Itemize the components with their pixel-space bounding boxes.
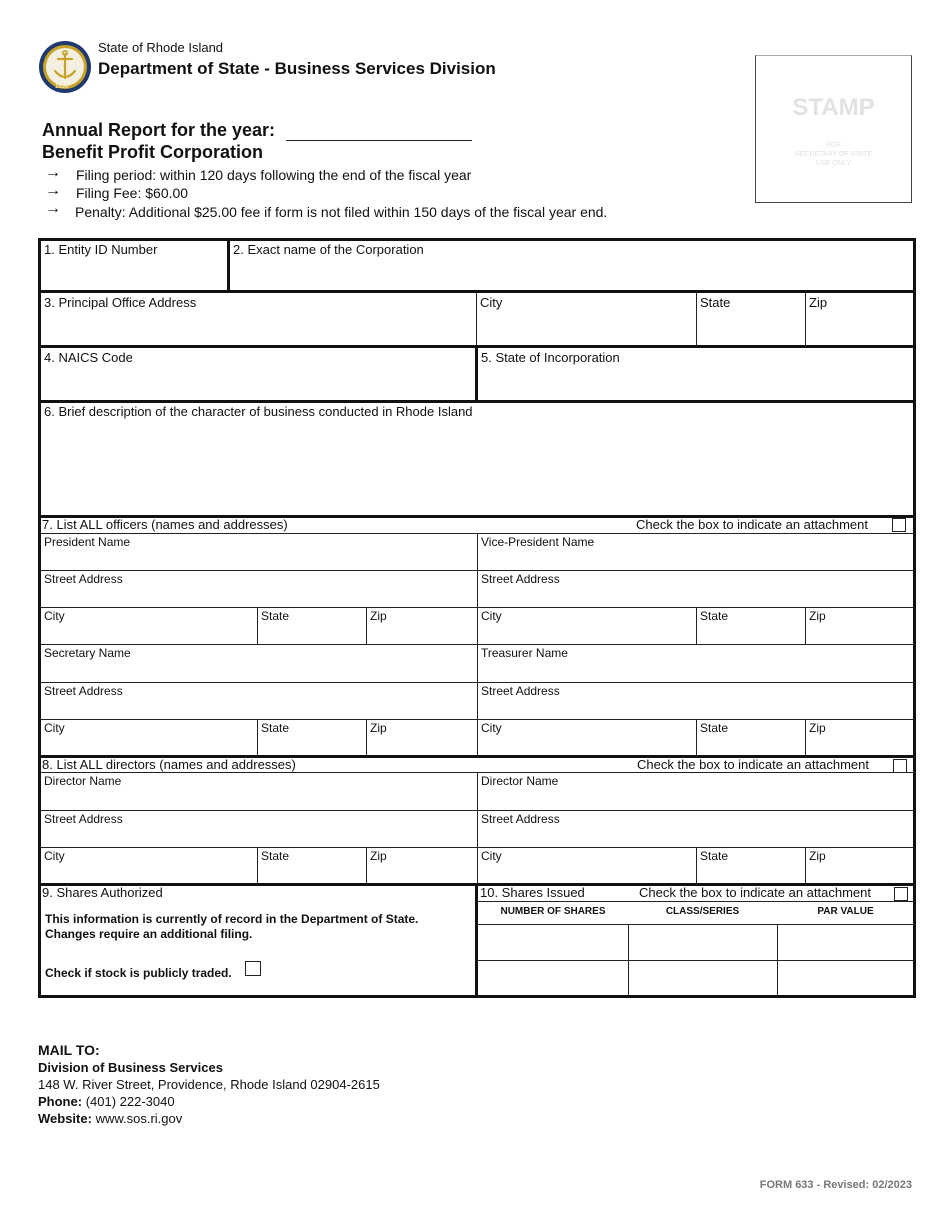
president-zip-field[interactable] [367,608,477,644]
vice-president-city-label: City [481,609,502,623]
naics-code-field[interactable] [41,349,475,400]
publicly-traded-checkbox[interactable] [245,961,261,976]
officers-attachment-checkbox[interactable] [892,518,906,532]
secretary-name-label: Secretary Name [44,646,131,660]
principal-state-field[interactable] [697,294,805,345]
state-of-incorporation-label: 5. State of Incorporation [481,350,620,365]
shares-attachment-checkbox[interactable] [894,887,908,901]
secretary-street-field[interactable] [41,683,477,719]
vice-president-street-field[interactable] [478,571,913,607]
director-2-state-field[interactable] [697,848,805,883]
directors-attachment-label: Check the box to indicate an attachment [637,757,869,772]
director-2-street-field[interactable] [478,811,913,847]
vice-president-name-label: Vice-President Name [481,535,595,549]
principal-address-field[interactable] [41,294,475,345]
vice-president-city-field[interactable] [478,608,696,644]
director-1-state-field[interactable] [258,848,366,883]
shares-row2-par-cell[interactable] [778,961,913,995]
president-name-label: President Name [44,535,131,549]
phone-value: (401) 222-3040 [85,1094,175,1109]
shares-attachment-label: Check the box to indicate an attachment [639,885,871,900]
director-2-name-field[interactable] [478,773,913,810]
vice-president-zip-field[interactable] [806,608,913,644]
arrow-right-icon: → [45,200,61,217]
state-name: State of Rhode Island [98,40,224,55]
secretary-state-label: State [261,721,290,735]
report-year-field[interactable] [286,122,472,141]
arrow-right-icon: → [45,182,61,199]
website-label: Website: [38,1111,92,1126]
col-par-value: PAR VALUE [817,906,874,917]
business-description-field[interactable] [41,403,913,515]
president-zip-label: Zip [370,609,387,623]
treasurer-street-field[interactable] [478,683,913,719]
stamp-sub3: USE ONLY [816,160,851,167]
department-name: Department of State - Business Services Division [98,59,496,78]
naics-code-label: 4. NAICS Code [44,350,133,365]
website-value[interactable]: www.sos.ri.gov [95,1111,183,1126]
stamp-sub2: SECRETARY OF STATE [794,151,873,158]
president-street-label: Street Address [44,572,123,586]
mail-address: 148 W. River Street, Providence, Rhode Island 02904-2615 [38,1077,380,1092]
publicly-traded-label: Check if stock is publicly traded. [45,966,232,980]
shares-row2-number-cell[interactable] [479,961,628,995]
officers-attachment-label: Check the box to indicate an attachment [636,517,868,532]
secretary-city-field[interactable] [41,720,257,755]
secretary-zip-field[interactable] [367,720,477,755]
director-1-city-label: City [44,849,65,863]
vice-president-name-field[interactable] [478,534,913,570]
col-number-of-shares: NUMBER OF SHARES [500,906,606,917]
treasurer-zip-label: Zip [809,721,826,735]
director-1-name-field[interactable] [41,773,477,810]
mail-phone-row [38,1094,175,1109]
director-2-city-field[interactable] [478,848,696,883]
shares-info-line2: Changes require an additional filing. [45,927,253,941]
filing-period: Filing period: within 120 days following the end of the fiscal year [76,167,472,183]
treasurer-state-label: State [700,721,729,735]
president-city-field[interactable] [41,608,257,644]
treasurer-name-label: Treasurer Name [481,646,568,660]
principal-zip-field[interactable] [806,294,913,345]
president-name-field[interactable] [41,534,477,570]
shares-row1-class-cell[interactable] [629,925,777,960]
corporation-name-field[interactable] [230,241,913,290]
stamp-sub1: FOR [826,142,841,149]
secretary-zip-label: Zip [370,721,387,735]
vice-president-zip-label: Zip [809,609,826,623]
president-state-label: State [261,609,290,623]
penalty: Penalty: Additional $25.00 fee if form is not filed within 150 days of the fiscal year end. [75,204,608,220]
director-1-state-label: State [261,849,290,863]
director-1-zip-label: Zip [370,849,387,863]
state-of-incorporation-field[interactable] [478,349,913,400]
mail-website-row [38,1111,182,1126]
mail-heading: MAIL TO: [38,1042,100,1058]
director-2-street-label: Street Address [481,812,560,826]
phone-label: Phone: [38,1094,83,1109]
director-2-zip-label: Zip [809,849,826,863]
treasurer-city-field[interactable] [478,720,696,755]
shares-authorized-title: 9. Shares Authorized [42,885,163,900]
entity-id-field[interactable] [41,241,227,290]
directors-attachment-checkbox[interactable] [893,759,907,773]
president-street-field[interactable] [41,571,477,607]
principal-address-label: 3. Principal Office Address [44,295,197,310]
col-class-series: CLASS/SERIES [665,906,740,917]
report-title: Annual Report for the year: [42,120,276,140]
principal-city-field[interactable] [477,294,696,345]
shares-issued-title: 10. Shares Issued [480,885,585,900]
stamp-box [755,55,912,203]
vice-president-state-field[interactable] [697,608,805,644]
principal-state-label: State [700,295,731,310]
arrow-right-icon: → [45,164,61,181]
director-2-city-label: City [481,849,502,863]
president-state-field[interactable] [258,608,366,644]
shares-row2-class-cell[interactable] [629,961,777,995]
secretary-state-field[interactable] [258,720,366,755]
officers-title: 7. List ALL officers (names and addresses) [42,517,288,532]
director-2-zip-field[interactable] [806,848,913,883]
director-1-city-field[interactable] [41,848,257,883]
principal-city-label: City [480,295,503,310]
treasurer-zip-field[interactable] [806,720,913,755]
secretary-name-field[interactable] [41,645,477,682]
president-city-label: City [44,609,65,623]
state-seal [38,40,92,94]
business-description-label: 6. Brief description of the character of business conducted in Rhode Island [44,404,473,419]
director-1-name-label: Director Name [44,774,122,788]
stamp-title: STAMP [792,94,875,121]
seal-year: 1636 [55,84,69,90]
corporation-name-label: 2. Exact name of the Corporation [233,242,424,257]
form-id: FORM 633 - Revised: 02/2023 [759,1179,912,1191]
director-1-street-field[interactable] [41,811,477,847]
shares-row1-number-cell[interactable] [479,925,628,960]
directors-title: 8. List ALL directors (names and addresses) [42,757,296,772]
shares-row1-par-cell[interactable] [778,925,913,960]
director-2-name-label: Director Name [481,774,559,788]
director-2-state-label: State [700,849,729,863]
director-1-street-label: Street Address [44,812,123,826]
report-subtitle: Benefit Profit Corporation [42,142,263,162]
treasurer-street-label: Street Address [481,684,560,698]
vice-president-state-label: State [700,609,729,623]
treasurer-state-field[interactable] [697,720,805,755]
filing-fee: Filing Fee: $60.00 [76,185,189,201]
vice-president-street-label: Street Address [481,572,560,586]
treasurer-city-label: City [481,721,502,735]
secretary-street-label: Street Address [44,684,123,698]
principal-zip-label: Zip [809,295,828,310]
treasurer-name-field[interactable] [478,645,913,682]
director-1-zip-field[interactable] [367,848,477,883]
shares-info-line1: This information is currently of record in the Department of State. [45,912,419,926]
mail-division: Division of Business Services [38,1060,223,1075]
secretary-city-label: City [44,721,65,735]
entity-id-label: 1. Entity ID Number [44,242,158,257]
